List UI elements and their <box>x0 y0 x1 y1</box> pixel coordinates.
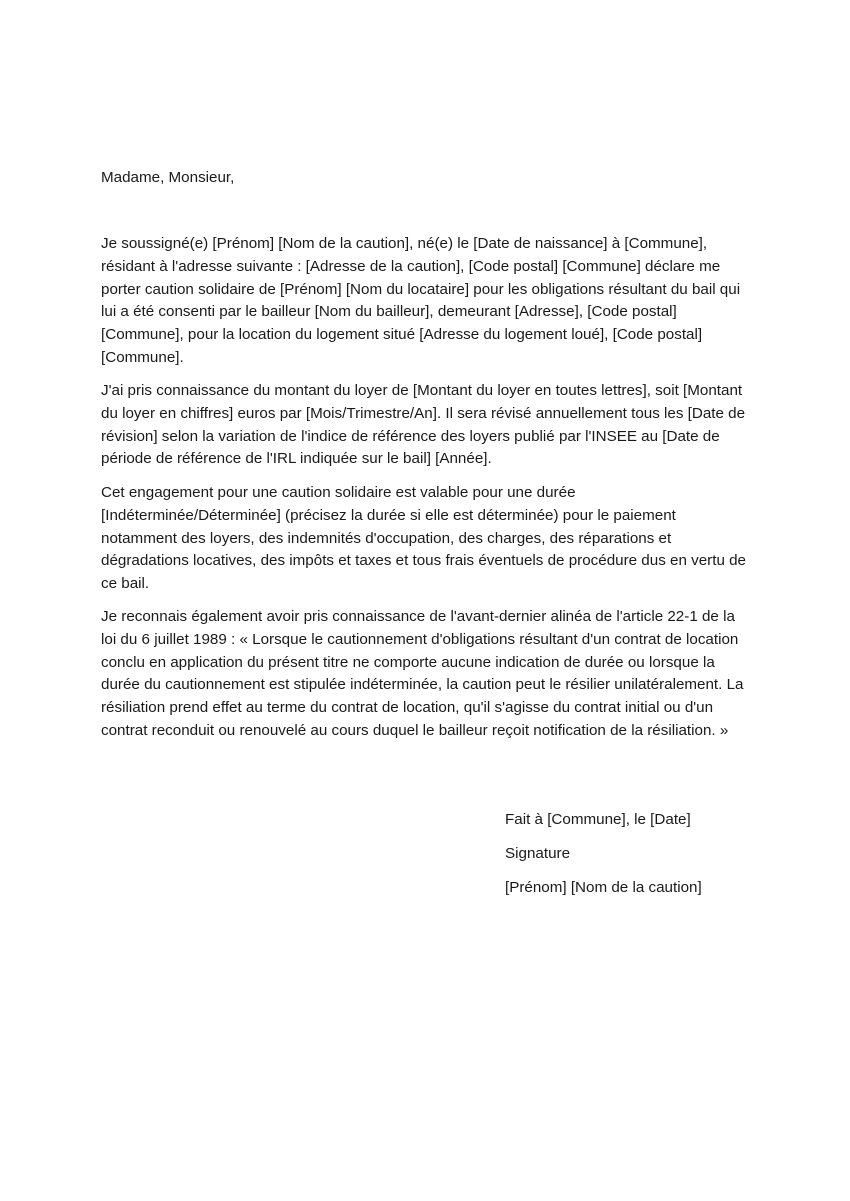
letter-greeting: Madame, Monsieur, <box>101 169 235 186</box>
paragraph-duree: Cet engagement pour une caution solidaire est valable pour une durée [Indéterminée/Déterminée] (précisez la durée si elle est déterminée) pour le paiement notamment des loyers, des indemnités d'occupation, des charges, des réparations et dégradations locatives, des impôts et taxes et tous frais éventuels de procédure dus en vertu de ce bail. <box>101 484 747 593</box>
signature-label: Signature <box>505 845 571 862</box>
paragraph-loyer: J'ai pris connaissance du montant du loyer de [Montant du loyer en toutes lettres], soit [Montant du loyer en chiffres] euros par [Mois/Trimestre/An]. Il sera révisé annuellement tous les [Date de révision] selon la variation de l'indice de référence des loyers publié par l'INSEE au [Date de période de référence de l'IRL indiquée sur le bail] [Année]. <box>101 382 746 468</box>
paragraph-engagement: Je soussigné(e) [Prénom] [Nom de la caution], né(e) le [Date de naissance] à [Commune], résidant à l'adresse suivante : [Adresse de la caution], [Code postal] [Commune] déclare me porter caution solidaire de [Prénom] [Nom du locataire] pour les obligations résultant du bail qui lui a été consenti par le bailleur [Nom du bailleur], demeurant [Adresse], [Code postal] [Commune], pour la location du logement situé [Adresse du logement loué], [Code postal] [Commune]. <box>101 235 741 366</box>
signatory-name: [Prénom] [Nom de la caution] <box>505 879 702 896</box>
signature-place-date: Fait à [Commune], le [Date] <box>505 811 691 828</box>
paragraph-article-22-1: Je reconnais également avoir pris connaissance de l'avant-dernier alinéa de l'article 22-1 de la loi du 6 juillet 1989 : « Lorsque le cautionnement d'obligations résultant d'un contrat de location conclu en application du présent titre ne comporte aucune indication de durée ou lorsque la durée du cautionnement est stipulée indéterminée, la caution peut le résilier unilatéralement. La résiliation prend effet au terme du contrat de location, qu'il s'agisse du contrat initial ou d'un contrat reconduit ou renouvelé au cours duquel le bailleur reçoit notification de la résiliation. » <box>101 608 744 739</box>
